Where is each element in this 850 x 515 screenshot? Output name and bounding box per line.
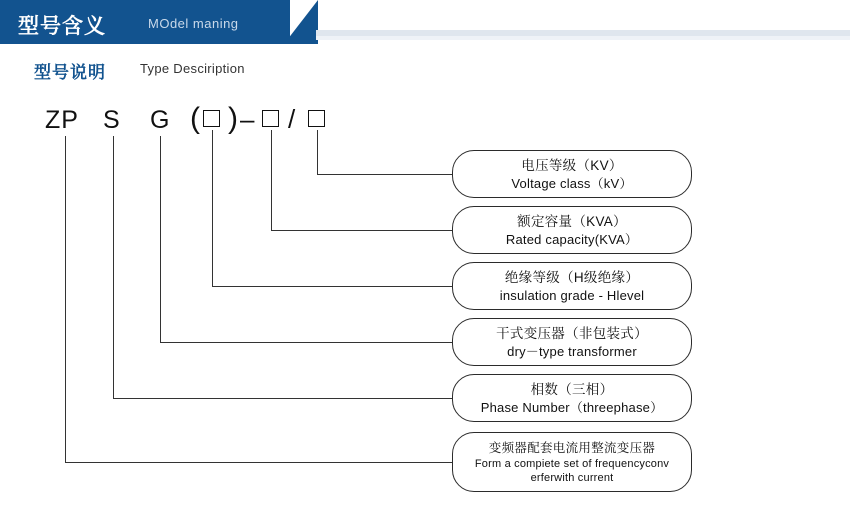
header-title-cn: 型号含义 <box>18 15 106 38</box>
model-code-zp: ZP <box>45 106 79 134</box>
callout-rated-capacity-cn: 额定容量（KVA） <box>517 213 627 229</box>
leader-line-frequency-vertical <box>65 136 66 462</box>
leader-line-capacity-vertical <box>271 130 272 230</box>
header-title-en: MOdel maning <box>148 16 239 31</box>
leader-line-capacity-horizontal <box>271 230 454 231</box>
callout-dry-type-transformer-cn: 干式变压器（非包装式） <box>496 325 648 341</box>
header-slant-decoration <box>284 0 318 44</box>
callout-frequency-converter-set-cn: 变频器配套电流用整流变压器 <box>488 441 656 455</box>
section-title-cn: 型号说明 <box>34 63 106 82</box>
header-rule-secondary <box>316 36 850 40</box>
model-code-dash: – <box>240 104 255 134</box>
callout-rated-capacity-en: Rated capacity(KVA） <box>505 231 639 247</box>
callout-voltage-class-cn: 电压等级（KV） <box>521 157 623 173</box>
callout-frequency-converter-set <box>452 432 692 492</box>
callout-voltage-class-en: Voltage class（kV） <box>511 175 633 191</box>
model-code-g: G <box>150 106 170 134</box>
leader-line-insulation-vertical <box>212 130 213 286</box>
model-code-slash: / <box>288 104 296 134</box>
model-code-left-paren: ( <box>190 102 200 135</box>
leader-line-drytype-horizontal <box>160 342 454 343</box>
callout-dry-type-transformer-en: dry－type transformer <box>507 343 637 359</box>
leader-line-insulation-horizontal <box>212 286 454 287</box>
leader-line-voltage-vertical <box>317 130 318 174</box>
callout-insulation-grade-cn: 绝缘等级（H级绝缘） <box>504 269 640 285</box>
callout-dry-type-transformer <box>452 318 692 366</box>
callout-insulation-grade <box>452 262 692 310</box>
callout-phase-number-cn: 相数（三相） <box>530 381 614 397</box>
callout-rated-capacity <box>452 206 692 254</box>
model-code-box-insulation <box>203 110 220 127</box>
callout-voltage-class <box>452 150 692 198</box>
callout-phase-number <box>452 374 692 422</box>
model-code-right-paren: ) <box>228 102 238 135</box>
callout-phase-number-en: Phase Number（threephase） <box>480 399 664 415</box>
page-header <box>0 0 850 44</box>
model-code-s: S <box>103 106 120 134</box>
model-code-box-capacity <box>262 110 279 127</box>
callout-frequency-converter-set-en2: erferwith current <box>530 472 614 484</box>
callout-frequency-converter-set-en: Form a compiete set of frequencyconv <box>474 458 670 470</box>
leader-line-frequency-horizontal <box>65 462 454 463</box>
section-title-en: Type Desciription <box>140 61 245 76</box>
model-code-box-voltage <box>308 110 325 127</box>
leader-line-phase-horizontal <box>113 398 454 399</box>
callout-insulation-grade-en: insulation grade - Hlevel <box>499 287 645 303</box>
leader-line-phase-vertical <box>113 136 114 398</box>
leader-line-drytype-vertical <box>160 136 161 342</box>
leader-line-voltage-horizontal <box>317 174 454 175</box>
